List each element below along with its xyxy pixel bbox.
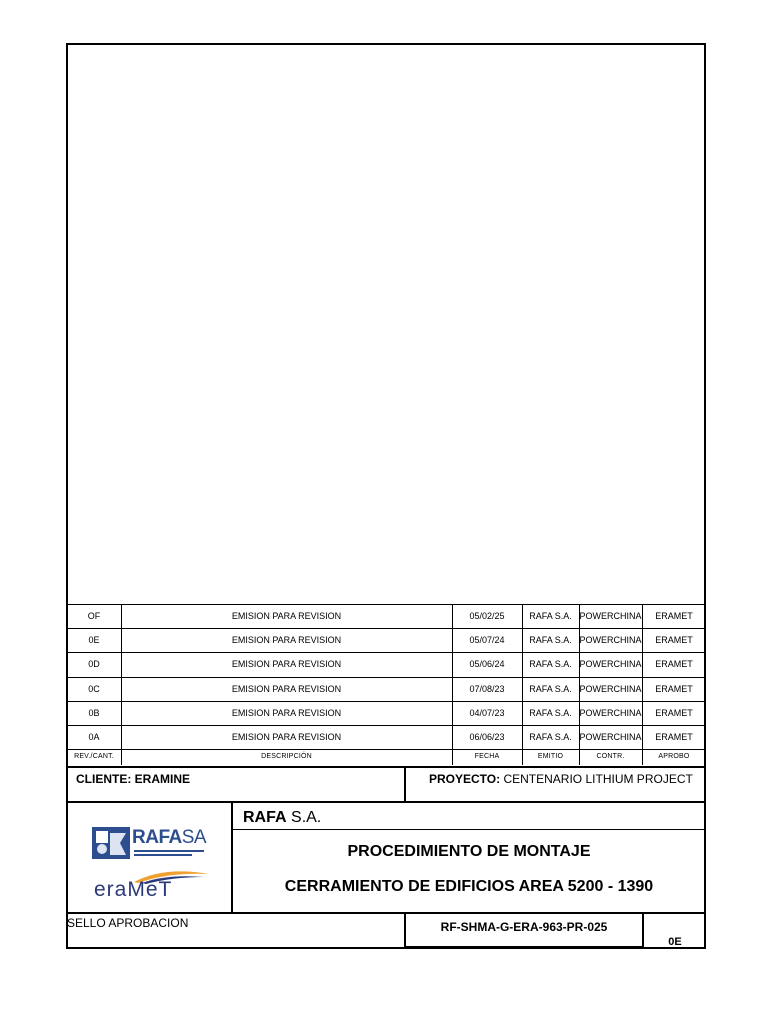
eramet-logo: [94, 868, 214, 904]
project-field: [429, 772, 693, 786]
revision-cell-contr: POWERCHINA: [579, 659, 642, 670]
revision-cell-date: 06/06/23: [469, 732, 505, 742]
revision-cell-rev: OF: [87, 611, 101, 621]
revision-cell-date: 07/08/23: [469, 683, 505, 694]
revision-cell-aprobo: ERAMET: [655, 659, 693, 670]
revision-cell-aprobo: ERAMET: [655, 635, 693, 646]
revision-cell-desc: EMISION PARA REVISION: [231, 659, 342, 670]
revision-header-emitio: EMITIO: [537, 753, 564, 761]
project-label: PROYECTO:: [429, 772, 501, 786]
revision-header-desc: DESCRIPCIÓN: [261, 753, 312, 761]
revision-cell-emitio: RAFA S.A.: [529, 659, 572, 670]
table-rule: [66, 628, 706, 629]
revision-cell-desc: EMISION PARA REVISION: [231, 611, 342, 621]
document-revision: 0E: [668, 936, 682, 948]
revision-cell-rev: 0E: [88, 635, 100, 646]
revision-cell-emitio: RAFA S.A.: [529, 635, 572, 646]
revision-header-rev: REV./CANT.: [74, 753, 114, 761]
revision-cell-aprobo: ERAMET: [655, 683, 693, 694]
revision-cell-emitio: RAFA S.A.: [529, 707, 572, 718]
table-rule: [66, 701, 706, 702]
divider: [66, 766, 706, 768]
revision-cell-desc: EMISION PARA REVISION: [231, 732, 342, 742]
revision-cell-emitio: RAFA S.A.: [529, 683, 572, 694]
revision-cell-contr: POWERCHINA: [579, 635, 642, 646]
rafa-wordmark-bold: RAFA: [132, 827, 182, 848]
revision-cell-rev: 0B: [88, 707, 100, 718]
revision-cell-contr: POWERCHINA: [579, 611, 642, 621]
revision-header-aprobo: APROBO: [658, 753, 690, 761]
revision-cell-emitio: RAFA S.A.: [529, 732, 572, 742]
revision-cell-aprobo: ERAMET: [655, 732, 693, 742]
client-label: CLIENTE: ERAMINE: [76, 772, 190, 786]
company-name-suffix: S.A.: [291, 809, 322, 826]
table-rule: [66, 725, 706, 726]
rafa-emblem-icon: [90, 823, 132, 861]
table-rule: [66, 749, 706, 750]
revision-cell-aprobo: ERAMET: [655, 707, 693, 718]
revision-cell-aprobo: ERAMET: [655, 611, 693, 621]
rafa-tagline-bar: [134, 850, 204, 852]
revision-cell-desc: EMISION PARA REVISION: [231, 707, 342, 718]
table-rule: [66, 604, 706, 605]
revision-header-contr: CONTR.: [596, 753, 625, 761]
revision-header-date: FECHA: [474, 753, 500, 761]
table-rule: [66, 677, 706, 678]
revision-cell-emitio: RAFA S.A.: [529, 611, 572, 621]
revision-cell-date: 05/07/24: [469, 635, 505, 646]
revision-cell-contr: POWERCHINA: [579, 732, 642, 742]
revision-cell-date: 05/06/24: [469, 659, 505, 670]
rafa-tagline-bar: [134, 854, 192, 856]
document-subtitle: CERRAMIENTO DE EDIFICIOS AREA 5200 - 1390: [284, 878, 654, 895]
drawing-frame: [66, 43, 706, 949]
divider: [404, 766, 406, 802]
company-name: [243, 809, 321, 827]
document-title: PROCEDIMIENTO DE MONTAJE: [347, 843, 591, 860]
divider: [231, 829, 706, 830]
divider: [66, 801, 706, 803]
revision-cell-date: 05/02/25: [469, 611, 505, 621]
rafa-logo: [90, 823, 215, 863]
revision-cell-contr: POWERCHINA: [579, 707, 642, 718]
eramet-wordmark: eraMeT: [94, 878, 173, 901]
revision-cell-rev: 0D: [88, 659, 100, 670]
revision-cell-rev: 0A: [88, 732, 100, 742]
revision-cell-date: 04/07/23: [469, 707, 505, 718]
company-name-bold: RAFA: [243, 809, 287, 826]
revision-cell-desc: EMISION PARA REVISION: [231, 635, 342, 646]
rafa-wordmark: [132, 827, 206, 849]
table-rule: [66, 652, 706, 653]
revision-cell-desc: EMISION PARA REVISION: [231, 683, 342, 694]
project-value: CENTENARIO LITHIUM PROJECT: [503, 772, 693, 786]
revision-cell-contr: POWERCHINA: [579, 683, 642, 694]
stamp-label: SELLO APROBACION: [67, 916, 189, 930]
document-code: RF-SHMA-G-ERA-963-PR-025: [440, 920, 608, 934]
revision-cell-rev: 0C: [88, 683, 100, 694]
rafa-wordmark-sa: SA: [181, 827, 207, 848]
